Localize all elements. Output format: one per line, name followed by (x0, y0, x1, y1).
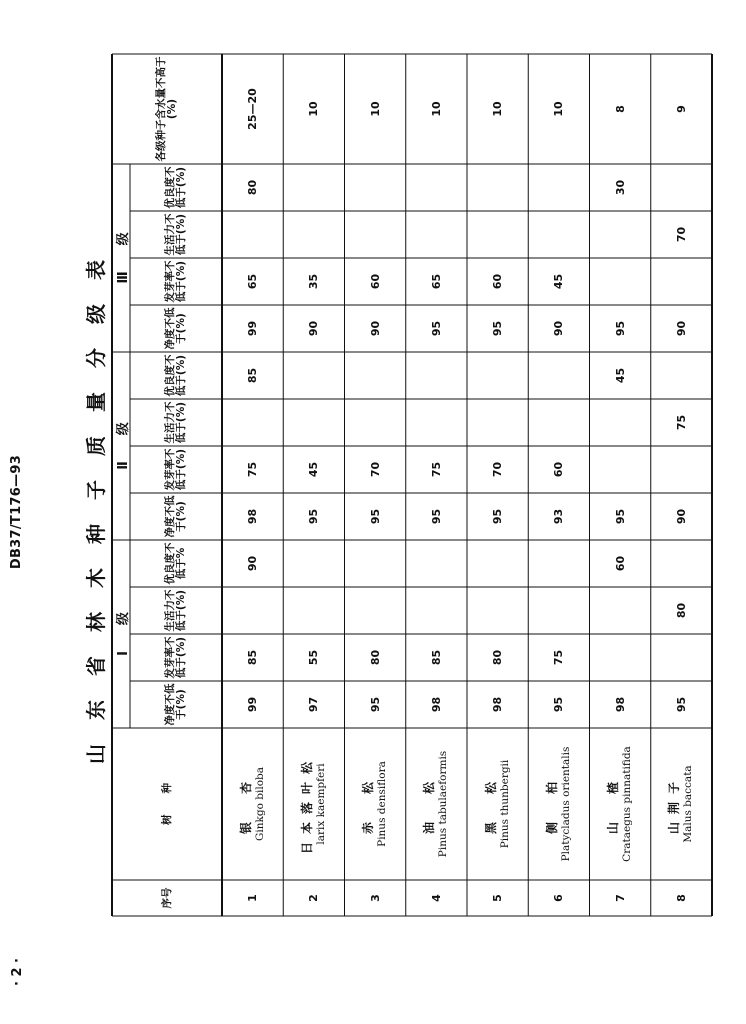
value-grade3-metric4 (651, 164, 712, 211)
value-grade1-metric2 (651, 634, 712, 681)
value-grade2-metric1: 98 (246, 508, 260, 525)
value-grade1-metric3 (222, 587, 283, 634)
value-grade2-metric2 (651, 446, 712, 493)
value-grade1-metric1: 97 (307, 696, 321, 713)
species-name (467, 728, 528, 880)
value-grade1-metric4 (528, 540, 589, 587)
value-grade3-metric4: 80 (246, 179, 260, 196)
value-grade3-metric2: 45 (552, 273, 566, 290)
value-grade1-metric4: 90 (246, 555, 260, 572)
value-grade3-metric4 (528, 164, 589, 211)
value-grade2-metric1: 95 (368, 508, 382, 525)
value-grade2-metric1: 93 (552, 508, 566, 525)
value-grade3-metric3: 70 (674, 226, 688, 243)
value-grade3-metric1: 90 (674, 320, 688, 337)
value-grade3-metric3 (222, 211, 283, 258)
value-grade1-metric1: 98 (613, 696, 627, 713)
header-metric-g1-2: 发芽率不低于(%) (164, 636, 187, 679)
species-chinese-name: 银 杏 (238, 774, 253, 835)
value-grade2-metric4 (406, 352, 467, 399)
species-latin-name: Crataegus pinnatifida (621, 746, 634, 862)
row-seq: 5 (491, 894, 505, 902)
row-seq: 3 (368, 894, 382, 902)
value-moisture: 8 (613, 105, 627, 113)
value-grade2-metric4 (467, 352, 528, 399)
value-grade1-metric4: 60 (613, 555, 627, 572)
species-latin-name: Malus baccata (682, 765, 695, 843)
value-grade2-metric2: 75 (246, 461, 260, 478)
header-metric-g2-3: 生活力不低于(%) (164, 401, 187, 444)
value-grade1-metric3 (283, 587, 344, 634)
value-grade1-metric1: 95 (368, 696, 382, 713)
species-name (651, 728, 712, 880)
value-grade3-metric3 (283, 211, 344, 258)
row-seq: 4 (429, 894, 443, 902)
value-grade3-metric1: 90 (368, 320, 382, 337)
value-grade3-metric4 (406, 164, 467, 211)
value-grade1-metric2: 80 (491, 649, 505, 666)
value-grade2-metric1: 95 (613, 508, 627, 525)
value-grade2-metric1: 95 (491, 508, 505, 525)
value-grade3-metric4: 30 (613, 179, 627, 196)
value-grade3-metric2 (590, 258, 651, 305)
value-grade1-metric3 (528, 587, 589, 634)
header-metric-g3-4: 优良度不低于(%) (164, 166, 187, 209)
value-grade1-metric1: 98 (429, 696, 443, 713)
value-grade2-metric3: 75 (674, 414, 688, 431)
species-latin-name: larix kaempferi (314, 763, 327, 845)
value-grade1-metric3 (345, 587, 406, 634)
value-grade2-metric1: 95 (429, 508, 443, 525)
value-grade2-metric4 (651, 352, 712, 399)
species-chinese-name: 赤 松 (361, 774, 376, 835)
species-name (528, 728, 589, 880)
value-grade2-metric2: 70 (368, 461, 382, 478)
value-grade1-metric4 (651, 540, 712, 587)
value-grade3-metric1: 95 (613, 320, 627, 337)
species-chinese-name: 山荆子 (667, 774, 682, 835)
value-moisture: 10 (491, 101, 505, 117)
row-seq: 2 (307, 894, 321, 902)
value-grade3-metric3 (406, 211, 467, 258)
species-chinese-name: 黑 松 (483, 774, 498, 835)
value-grade2-metric4: 45 (613, 367, 627, 384)
species-chinese-name: 日本落叶松 (299, 754, 314, 855)
value-grade3-metric2: 65 (246, 273, 260, 290)
header-metric-g3-3: 生活力不低于(%) (164, 213, 187, 256)
value-grade1-metric1: 98 (491, 696, 505, 713)
header-grade-1: Ⅰ 级 (115, 612, 131, 656)
value-grade3-metric4 (283, 164, 344, 211)
value-grade2-metric3 (590, 399, 651, 446)
value-grade3-metric1: 90 (307, 320, 321, 337)
header-grade-2: Ⅱ 级 (115, 422, 131, 470)
row-seq: 1 (246, 894, 260, 902)
value-grade3-metric3 (467, 211, 528, 258)
value-grade1-metric2: 80 (368, 649, 382, 666)
header-metric-g1-3: 生活力不低于(%) (164, 589, 187, 632)
species-chinese-name: 山 楂 (606, 774, 621, 835)
value-grade2-metric4 (345, 352, 406, 399)
header-grade-3: Ⅲ 级 (115, 232, 131, 284)
header-metric-g3-1: 净度不低于(%) (164, 307, 187, 350)
species-name (345, 728, 406, 880)
header-moisture: 各级种子含水量不高于(%) (155, 56, 178, 162)
species-latin-name: Pinus densiflora (376, 761, 389, 847)
value-grade2-metric2: 60 (552, 461, 566, 478)
value-grade1-metric2: 85 (429, 649, 443, 666)
species-latin-name: Pinus thunbergii (498, 759, 511, 849)
value-moisture: 10 (368, 101, 382, 117)
value-grade2-metric2: 45 (307, 461, 321, 478)
value-grade2-metric3 (283, 399, 344, 446)
value-grade3-metric2: 65 (429, 273, 443, 290)
value-grade1-metric4 (467, 540, 528, 587)
value-grade1-metric2: 85 (246, 649, 260, 666)
value-moisture: 10 (552, 101, 566, 117)
table-title: 山东省林木种子质量分级表 (84, 236, 108, 764)
header-metric-g1-1: 净度不低于(%) (164, 683, 187, 726)
value-grade3-metric2: 60 (368, 273, 382, 290)
value-grade1-metric1: 95 (674, 696, 688, 713)
value-grade2-metric1: 90 (674, 508, 688, 525)
value-grade3-metric4 (345, 164, 406, 211)
value-grade2-metric2: 75 (429, 461, 443, 478)
value-grade2-metric4: 85 (246, 367, 260, 384)
value-grade3-metric3 (590, 211, 651, 258)
row-seq: 8 (674, 894, 688, 902)
header-metric-g1-4: 优良度不低于% (164, 542, 187, 585)
value-grade3-metric2: 35 (307, 273, 321, 290)
value-grade1-metric1: 95 (552, 696, 566, 713)
value-grade2-metric3 (467, 399, 528, 446)
value-grade1-metric4 (406, 540, 467, 587)
value-grade1-metric3 (467, 587, 528, 634)
value-grade2-metric2 (590, 446, 651, 493)
row-seq: 6 (552, 894, 566, 902)
value-grade3-metric3 (528, 211, 589, 258)
header-metric-g2-4: 优良度不低于(%) (164, 354, 187, 397)
species-chinese-name: 油 松 (422, 774, 437, 835)
value-grade2-metric3 (222, 399, 283, 446)
value-grade3-metric1: 90 (552, 320, 566, 337)
value-grade3-metric1: 99 (246, 320, 260, 337)
value-grade3-metric1: 95 (429, 320, 443, 337)
value-grade1-metric3: 80 (674, 602, 688, 619)
species-latin-name: Ginkgo biloba (253, 767, 266, 841)
value-grade1-metric3 (406, 587, 467, 634)
header-species: 树 种 (160, 783, 173, 825)
value-grade2-metric1: 95 (307, 508, 321, 525)
species-chinese-name: 侧 柏 (544, 774, 559, 835)
value-grade2-metric3 (528, 399, 589, 446)
value-grade1-metric2: 55 (307, 649, 321, 666)
value-grade1-metric4 (345, 540, 406, 587)
header-metric-g2-1: 净度不低于(%) (164, 495, 187, 538)
row-seq: 7 (613, 894, 627, 902)
value-grade1-metric2: 75 (552, 649, 566, 666)
species-name (406, 728, 467, 880)
species-latin-name: Pinus tabulaeformis (437, 750, 450, 858)
value-moisture: 10 (307, 101, 321, 117)
value-grade2-metric3 (406, 399, 467, 446)
value-grade3-metric1: 95 (491, 320, 505, 337)
value-moisture: 25—20 (246, 88, 260, 130)
value-grade3-metric2: 60 (491, 273, 505, 290)
header-seq: 序号 (160, 887, 173, 909)
value-moisture: 10 (429, 101, 443, 117)
value-grade1-metric2 (590, 634, 651, 681)
document-code: DB37/T176—93 (9, 454, 24, 570)
value-grade1-metric4 (283, 540, 344, 587)
value-grade2-metric2: 70 (491, 461, 505, 478)
value-grade2-metric4 (283, 352, 344, 399)
value-grade3-metric3 (345, 211, 406, 258)
value-grade2-metric3 (345, 399, 406, 446)
species-name (222, 728, 283, 880)
value-grade1-metric3 (590, 587, 651, 634)
header-metric-g2-2: 发芽率不低于(%) (164, 448, 187, 491)
value-grade3-metric2 (651, 258, 712, 305)
species-name (283, 728, 344, 880)
header-metric-g3-2: 发芽率不低于(%) (164, 260, 187, 303)
value-moisture: 9 (674, 105, 688, 113)
value-grade2-metric4 (528, 352, 589, 399)
species-name (590, 728, 651, 880)
page-number: · 2 · (10, 958, 25, 986)
value-grade3-metric4 (467, 164, 528, 211)
species-latin-name: Platycladus orientalis (559, 746, 572, 862)
value-grade1-metric1: 99 (246, 696, 260, 713)
